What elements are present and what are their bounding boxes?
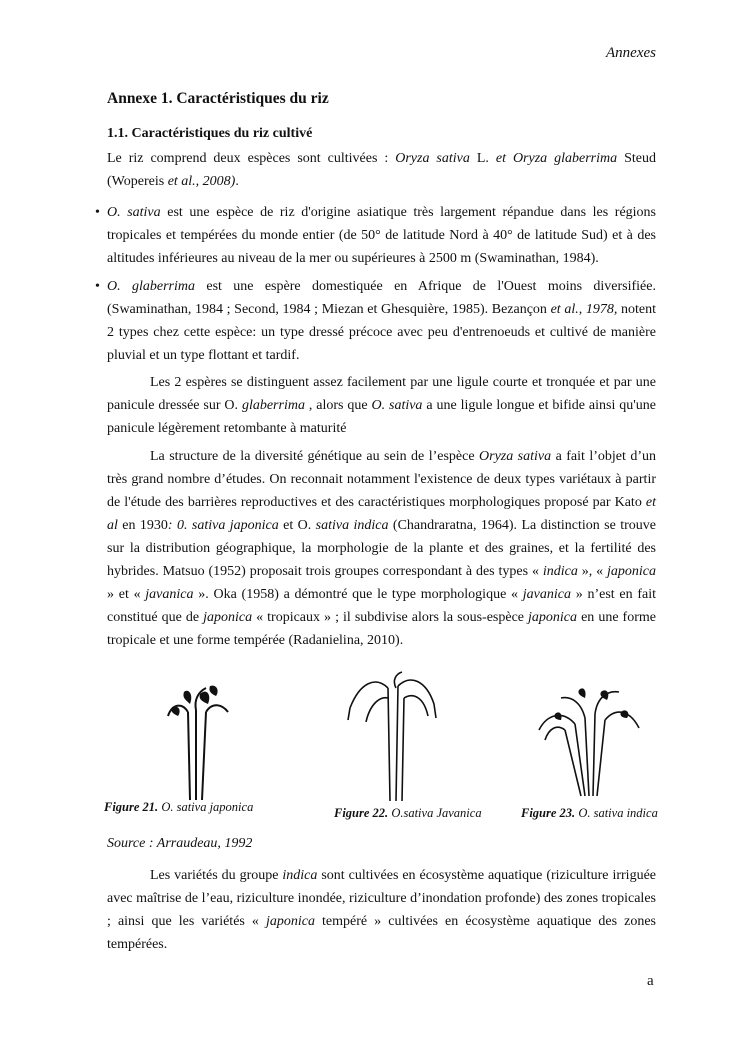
paragraph-diversity: La structure de la diversité génétique au sein de l’espèce Oryza sativa a fait l’objet d’un très grand nombre d’études. On reconnait notamment l'existence de deux types variétaux à partir de l'étude des barrières reproductives et des caractéristiques morphologiques proposé par Kato et al en 1930: 0. sativa japonica et O. sativa indica (Chandraratna, 1964). La distinction se trouve sur la distribution géographique, la morphologie de la plante et des graines, et la fertilité des hybrides. Matsuo (1952) proposait trois groupes correspondant à des types « indica », « japonica » et « javanica ». Oka (1958) a démontré que le type morphologique « javanica » n’est en fait constitué que de japonica « tropicaux » ; il subdivise alors la sous-espèce japonica en une forme tropicale et une forme tempérée (Radanielina, 2010). [107, 449, 657, 648]
stem [585, 718, 589, 796]
bullet-item-glaberrima: • O. glaberrima est une espère domestiquée en Afrique de l'Ouest moins diversifiée. (Swaminathan, 1984 ; Second, 1984 ; Miezan et Ghesquière, 1985). Bezançon et al., 1978, notent 2 types chez cette espèce: un type dressé précoce avec peu d'entrenoeuds et cultivé de manière pluvial et un type flottant et tardif. [95, 275, 656, 367]
figure-caption: Figure 22. O.sativa Javanica [334, 806, 482, 820]
stem [388, 688, 390, 801]
stem [188, 712, 190, 800]
figure-indica-drawing [535, 684, 645, 799]
paragraph-ligule: Les 2 espères se distinguent assez facilement par une ligule courte et tronquée et par une panicule dressée sur O. glaberrima , alors que O. sativa a une ligule longue et bifide ainsi qu'une panicule légèrement retombante à maturité [107, 375, 656, 436]
leaf [366, 698, 388, 722]
figure-javanica-drawing [340, 668, 450, 803]
page-number: a [647, 973, 654, 989]
leaf [561, 698, 585, 718]
stem [402, 698, 404, 801]
stem [396, 686, 398, 801]
bullet-item-sativa: • O. sativa est une espèce de riz d'origine asiatique très largement répandue dans les régions tropicales et tempérées du monde entier (de 50° de latitude Nord à 40° de latitude Sud) et à des altitudes inférieures au niveau de la mer ou supérieures à 2500 m (Swaminathan, 1984). [95, 201, 656, 270]
stem [202, 712, 206, 800]
stem [593, 714, 595, 796]
intro-paragraph: Le riz comprend deux espèces sont cultivées : Oryza sativa L. et Oryza glaberrima Steud (Wopereis et al., 2008). [107, 151, 656, 189]
figure-source: Source : Arraudeau, 1992 [107, 836, 253, 851]
figure-japonica-drawing [160, 682, 240, 802]
bullet-marker: • [95, 205, 100, 220]
paragraph-indica-ecosystems: Les variétés du groupe indica sont cultivées en écosystème aquatique (riziculture irriguée avec maîtrise de l’eau, riziculture inondée, riziculture d’inondation profonde) des zones tropicales ; ainsi que les variétés « japonica tempéré » cultivées en écosystème aquatique des zones tempérées. [107, 868, 656, 952]
panicles [171, 686, 217, 716]
panicles [554, 688, 628, 720]
stem [575, 724, 585, 796]
leaf [206, 705, 228, 712]
running-header: Annexes [606, 45, 656, 61]
figure-caption: Figure 21. O. sativa japonica [104, 800, 254, 814]
figure-caption: Figure 23. O. sativa indica [521, 806, 658, 820]
bullet-marker: • [95, 279, 100, 294]
leaf [404, 696, 428, 716]
annex-title: Annexe 1. Caractéristiques du riz [107, 90, 329, 107]
leaf [545, 727, 565, 740]
stem [597, 720, 605, 796]
section-heading: 1.1. Caractéristiques du riz cultivé [107, 126, 313, 141]
stem [565, 730, 581, 796]
